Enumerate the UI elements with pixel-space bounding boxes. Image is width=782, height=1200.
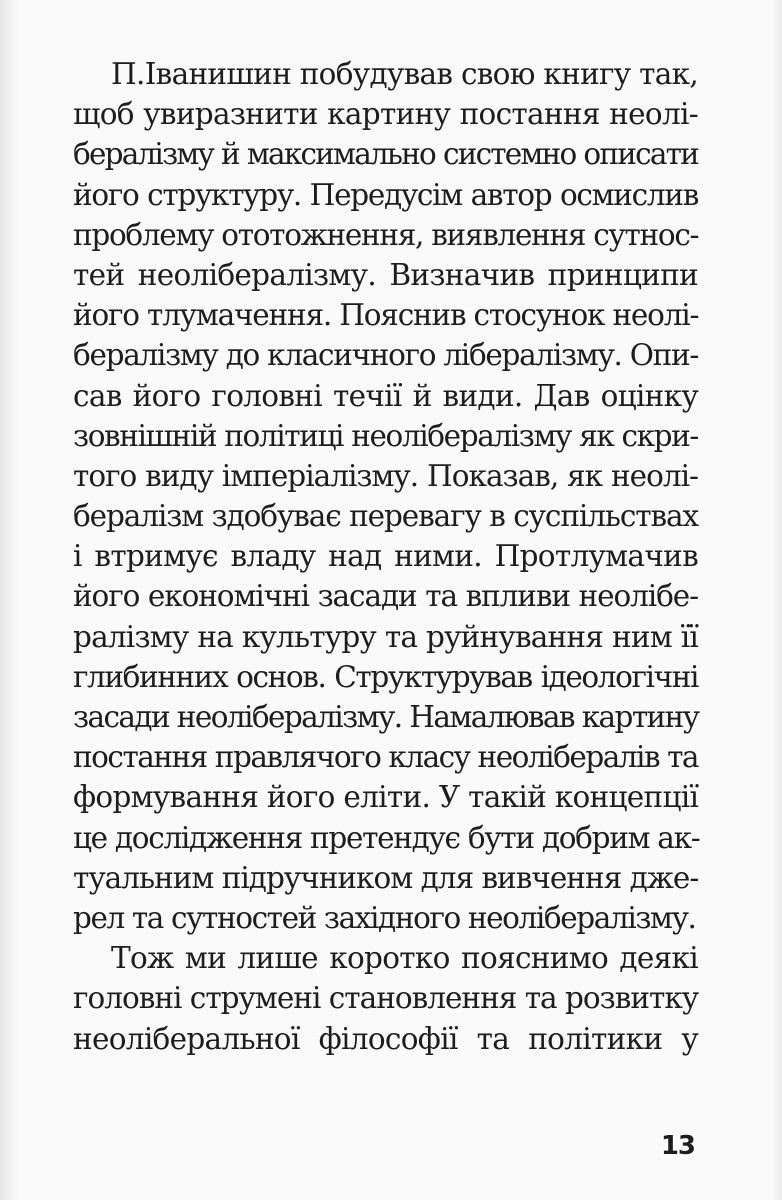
text-line: туальним підручником для вивчення дже- (73, 860, 699, 895)
text-line: щоб увиразнити картину постання неолі- (73, 97, 698, 132)
text-line: бералізму до класичного лібералізму. Опи- (73, 338, 698, 373)
text-line: того виду імперіалізму. Показав, як неолі- (73, 458, 698, 493)
text-line: глибинних основ. Структурував ідеологічні (73, 659, 698, 694)
text-line: сав його головні течії й види. Дав оцінку (73, 378, 698, 413)
text-line: неоліберальної філософії та політики у (73, 1021, 698, 1056)
text-line: бералізм здобуває перевагу в суспільствах (73, 499, 698, 534)
text-line: ралізму на культуру та руйнування ним її (73, 619, 698, 654)
text-line: і втримує владу над ними. Протлумачив (73, 539, 698, 574)
text-line: постання правлячого класу неолібералів та (73, 740, 698, 775)
text-line: П.Іванишин побудував свою книгу так, (111, 57, 699, 91)
page-number: 13 (660, 1131, 695, 1161)
text-line: це дослідження претендує бути добрим ак- (73, 820, 700, 855)
text-line: зовнішній політиці неолібералізму як скри- (73, 418, 698, 453)
body-text (73, 54, 698, 1059)
text-line: його економічні засади та впливи неолібе- (73, 579, 698, 614)
text-line: проблему ототожнення, виявлення сутнос- (73, 217, 699, 252)
text-line: формування його еліти. У такій концепції (73, 780, 699, 815)
text-line: засади неолібералізму. Намалював картину (73, 700, 699, 734)
text-line: тей неолібералізму. Визначив принципи (73, 257, 698, 292)
text-line: рел та сутностей західного неолібералізму. (73, 900, 696, 935)
text-line: його структуру. Передусім автор осмислив (73, 177, 698, 212)
text-line: головні струмені становлення та розвитку (73, 981, 699, 1016)
text-line: його тлумачення. Пояснив стосунок неолі- (73, 298, 699, 333)
text-line: Тож ми лише коротко пояснимо деякі (111, 941, 698, 976)
text-line: бералізму й максимально системно описати (73, 137, 698, 172)
